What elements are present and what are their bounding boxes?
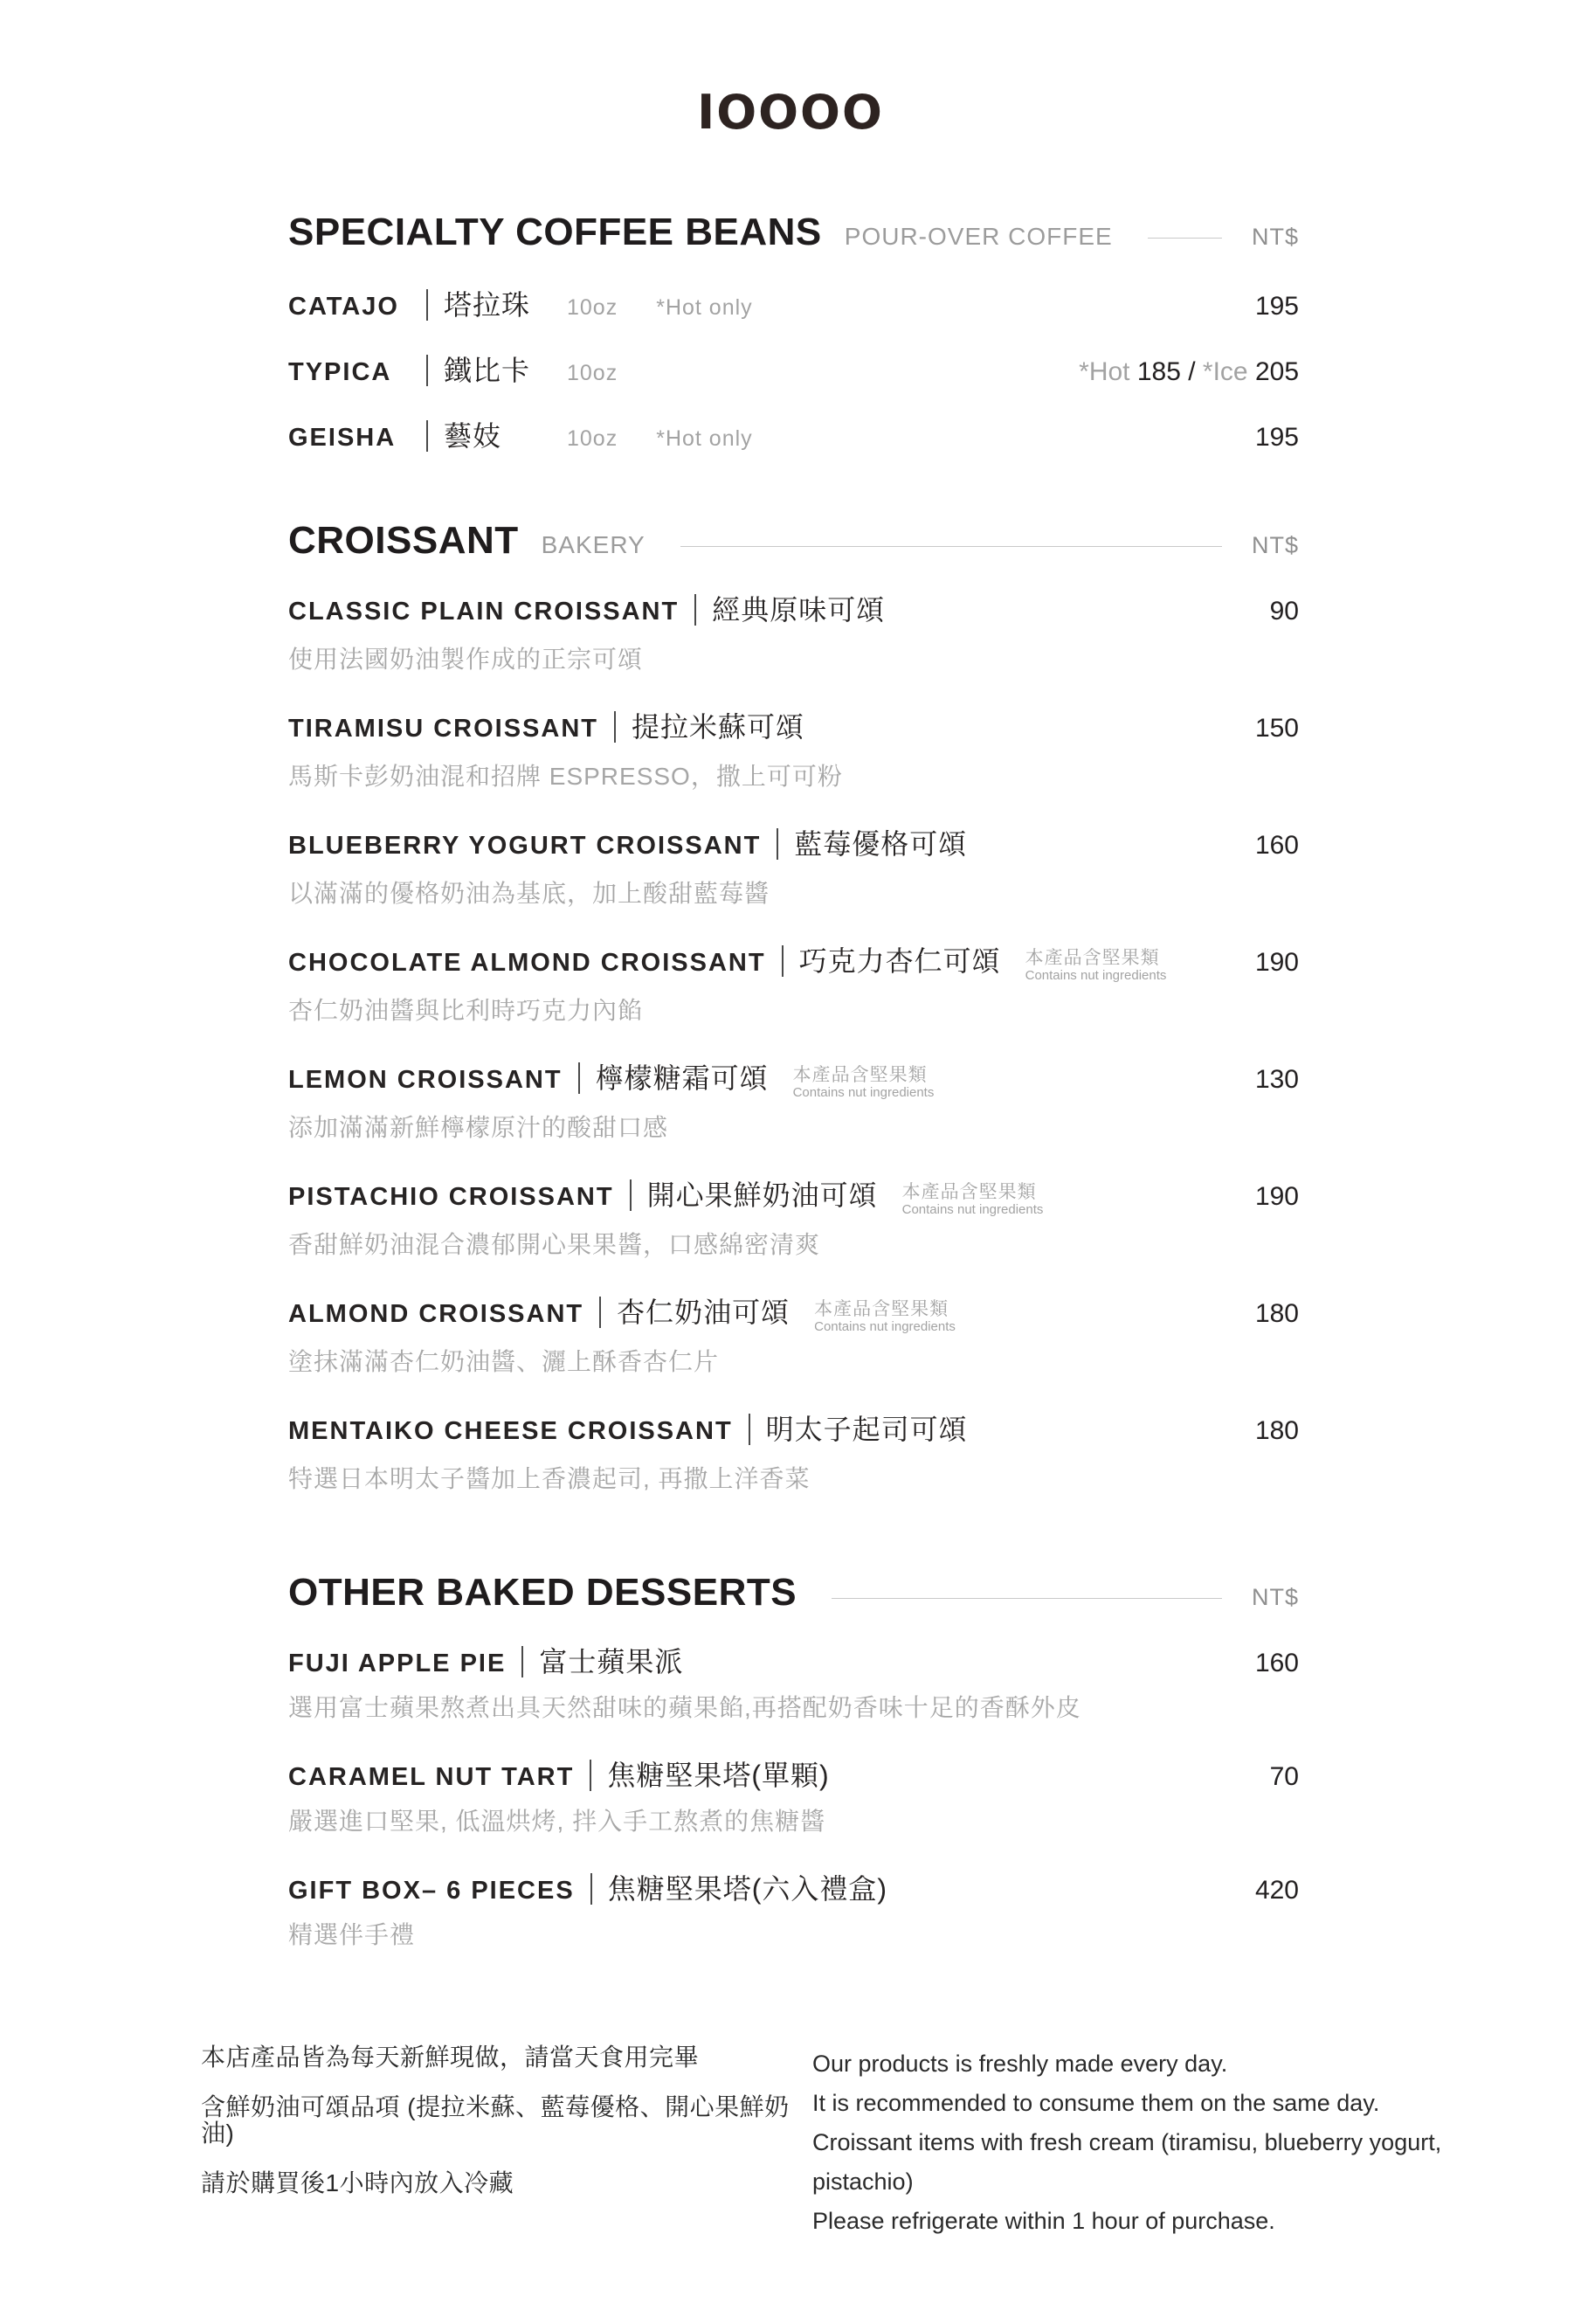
item-name (288, 1412, 968, 1453)
menu-item (288, 592, 1299, 674)
name-divider (426, 420, 428, 452)
item-name-group (288, 827, 1238, 868)
footer-note-en-line: It is recommended to consume them on the same day. (812, 2090, 1380, 2116)
item-temperature-note: *Hot only (656, 295, 753, 320)
item-name-zh: 藍莓優格可頌 (794, 828, 968, 860)
header-rule (680, 546, 1222, 547)
menu-content (288, 212, 1299, 1949)
nut-note-zh: 本產品含堅果類 (901, 1182, 1037, 1202)
item-name (288, 286, 537, 330)
item-description: 選用富士蘋果熬煮出具天然甜味的蘋果餡,再搭配奶香味十足的香酥外皮 (288, 1694, 1081, 1721)
item-name (288, 417, 537, 461)
item-name-group (288, 1295, 1238, 1336)
item-name-en: TYPICA (288, 358, 392, 386)
item-name-zh: 鐵比卡 (444, 355, 531, 386)
item-description: 特選日本明太子醬加上香濃起司, 再撒上洋香菜 (288, 1465, 811, 1492)
item-list (288, 286, 1299, 461)
nut-ingredients-note (902, 1182, 1044, 1218)
footer-note-en-line: Please refrigerate within 1 hour of purchase. (812, 2208, 1275, 2234)
nut-ingredients-note (814, 1299, 956, 1335)
item-row (288, 286, 1299, 330)
item-row (288, 1644, 1299, 1685)
item-row (288, 592, 1299, 633)
menu-item (288, 351, 1299, 396)
name-divider (426, 289, 428, 321)
nut-note-zh: 本產品含堅果類 (792, 1065, 928, 1085)
nut-note-en: Contains nut ingredients (792, 1085, 935, 1100)
item-name-en: LEMON CROISSANT (288, 1066, 563, 1094)
name-divider (782, 945, 784, 977)
item-price: 190 (1254, 948, 1299, 977)
name-divider (694, 594, 696, 626)
footer-notes-en (812, 2044, 1581, 2241)
item-name (288, 944, 1001, 985)
footer (0, 2044, 1581, 2241)
nut-note-zh: 本產品含堅果類 (814, 1299, 949, 1319)
item-description: 使用法國奶油製作成的正宗可頌 (288, 646, 644, 673)
item-row (288, 1871, 1299, 1912)
item-name (288, 592, 885, 633)
item-price: 180 (1254, 1416, 1299, 1445)
item-row (288, 1412, 1299, 1453)
item-name (288, 1295, 790, 1336)
name-divider (521, 1646, 523, 1677)
menu-item (288, 417, 1299, 461)
header-rule (832, 1598, 1222, 1599)
item-name-group (288, 1061, 1238, 1102)
item-list (288, 592, 1299, 1493)
name-divider (614, 711, 616, 743)
item-name (288, 1871, 887, 1912)
item-row (288, 417, 1299, 461)
section-specialty-coffee-beans (288, 212, 1299, 461)
section-title: CROISSANT (288, 519, 519, 562)
item-name-en: ALMOND CROISSANT (288, 1300, 584, 1328)
item-name-en: BLUEBERRY YOGURT CROISSANT (288, 832, 762, 860)
header-rule (1148, 238, 1222, 239)
currency-label: NT$ (1251, 224, 1299, 250)
menu-item (288, 1061, 1299, 1142)
footer-notes-zh (201, 2044, 812, 2241)
item-name-group (288, 1412, 1238, 1453)
item-name-zh: 提拉米蘇可頌 (632, 711, 805, 743)
item-row (288, 351, 1299, 396)
item-description: 添加滿滿新鮮檸檬原汁的酸甜口感 (288, 1114, 669, 1141)
name-divider (630, 1179, 632, 1211)
brand-logo: IOOOO (697, 85, 884, 140)
item-price: 420 (1254, 1876, 1299, 1905)
item-name-zh: 焦糖堅果塔(單顆) (607, 1760, 830, 1791)
menu-item (288, 286, 1299, 330)
footer-note-zh-line: 本店產品皆為每天新鮮現做，請當天食用完畢 (201, 2044, 700, 2071)
item-name-en: GIFT BOX– 6 PIECES (288, 1877, 575, 1905)
nut-ingredients-note (1025, 948, 1167, 984)
nut-note-en: Contains nut ingredients (901, 1202, 1044, 1217)
item-name-zh: 檸檬糖霜可頌 (595, 1062, 769, 1094)
section-subtitle: POUR-OVER COFFEE (844, 223, 1113, 250)
item-name-group (288, 1871, 1238, 1912)
footer-note-zh-line: 請於購買後1小時內放入冷藏 (201, 2169, 514, 2196)
item-row (288, 1061, 1299, 1102)
item-name-zh: 藝妓 (444, 420, 502, 452)
item-description: 杏仁奶油醬與比利時巧克力內餡 (288, 997, 644, 1024)
item-name-zh: 杏仁奶油可頌 (617, 1297, 790, 1328)
item-price: 180 (1254, 1299, 1299, 1328)
item-row (288, 1758, 1299, 1799)
item-name-zh: 巧克力杏仁可頌 (798, 945, 1001, 977)
item-description: 香甜鮮奶油混合濃郁開心果果醬，口感綿密清爽 (288, 1231, 821, 1258)
item-temperature-note: *Hot only (656, 426, 753, 451)
menu-item (288, 1871, 1299, 1949)
item-price: 70 (1269, 1762, 1299, 1791)
price-value: 205 (1247, 357, 1299, 386)
item-name-zh: 經典原味可頌 (712, 594, 886, 626)
menu-item (288, 1758, 1299, 1836)
item-name-zh: 焦糖堅果塔(六入禮盒) (607, 1873, 888, 1905)
nut-note-en: Contains nut ingredients (1025, 968, 1167, 983)
item-row (288, 1178, 1299, 1219)
footer-note-en-line: Our products is freshly made every day. (812, 2051, 1228, 2077)
item-name-group (288, 592, 1253, 633)
item-price: 160 (1254, 831, 1299, 860)
item-price: 195 (1254, 423, 1299, 452)
item-name (288, 1644, 683, 1685)
item-name (288, 827, 967, 868)
item-row (288, 944, 1299, 985)
item-name-group (288, 1644, 1238, 1685)
item-name-group (288, 351, 1061, 396)
name-divider (590, 1873, 592, 1905)
menu-item (288, 1178, 1299, 1259)
name-divider (749, 1414, 750, 1445)
menu-item (288, 944, 1299, 1025)
item-row (288, 827, 1299, 868)
item-size: 10oz (567, 426, 618, 451)
item-name (288, 1758, 830, 1799)
menu-item (288, 1412, 1299, 1493)
item-name-zh: 富士蘋果派 (539, 1646, 684, 1677)
name-divider (426, 355, 428, 386)
section-header (288, 1573, 1299, 1613)
item-price: 90 (1269, 597, 1299, 626)
item-price: 130 (1254, 1065, 1299, 1094)
name-divider (590, 1760, 591, 1791)
item-name-group (288, 417, 1238, 461)
section-header (288, 521, 1299, 561)
item-price: 195 (1254, 292, 1299, 321)
item-name (288, 351, 537, 396)
item-price (1079, 353, 1299, 391)
item-name-zh: 明太子起司可頌 (765, 1414, 968, 1445)
item-price: 160 (1254, 1649, 1299, 1677)
menu-item (288, 1295, 1299, 1376)
item-description: 以滿滿的優格奶油為基底，加上酸甜藍莓醬 (288, 880, 770, 907)
item-name (288, 709, 804, 750)
price-variant-label: *Ice (1195, 357, 1248, 386)
section-subtitle: BAKERY (541, 531, 646, 558)
item-description: 馬斯卡彭奶油混和招牌 ESPRESSO，撒上可可粉 (288, 763, 843, 790)
item-name-zh: 塔拉珠 (444, 289, 531, 321)
item-name-group (288, 1758, 1253, 1799)
item-name-group (288, 286, 1238, 330)
item-price: 190 (1254, 1182, 1299, 1211)
menu-item (288, 1644, 1299, 1722)
item-name-en: FUJI APPLE PIE (288, 1650, 507, 1677)
item-list (288, 1644, 1299, 1949)
item-price: 150 (1254, 714, 1299, 743)
nut-note-zh: 本產品含堅果類 (1025, 948, 1160, 968)
item-name-group (288, 709, 1238, 750)
currency-label: NT$ (1251, 1584, 1299, 1610)
item-description: 嚴選進口堅果, 低溫烘烤, 拌入手工熬煮的焦糖醬 (288, 1808, 826, 1835)
price-value: 185 (1129, 357, 1181, 386)
name-divider (777, 828, 778, 860)
section-title: SPECIALTY COFFEE BEANS (288, 211, 822, 253)
item-description: 塗抹滿滿杏仁奶油醬、灑上酥香杏仁片 (288, 1348, 720, 1375)
item-name-en: CARAMEL NUT TART (288, 1763, 575, 1791)
item-name-en: PISTACHIO CROISSANT (288, 1183, 614, 1211)
item-size: 10oz (567, 295, 618, 320)
item-name-en: TIRAMISU CROISSANT (288, 715, 598, 743)
section-title: OTHER BAKED DESSERTS (288, 1571, 797, 1614)
name-divider (578, 1062, 580, 1094)
item-name-en: MENTAIKO CHEESE CROISSANT (288, 1417, 733, 1445)
item-name (288, 1061, 769, 1102)
item-name-zh: 開心果鮮奶油可頌 (646, 1179, 878, 1211)
item-description: 精選伴手禮 (288, 1921, 416, 1948)
footer-note-zh-line: 含鮮奶油可頌品項 (提拉米蘇、藍莓優格、開心果鮮奶油) (201, 2093, 790, 2147)
name-divider (599, 1297, 601, 1328)
item-name-group (288, 1178, 1238, 1219)
section-header (288, 212, 1299, 252)
section-other-baked-desserts (288, 1573, 1299, 1949)
footer-note-en-line: Croissant items with fresh cream (tiramisu, blueberry yogurt, pistachio) (812, 2129, 1442, 2195)
nut-ingredients-note (793, 1065, 935, 1101)
currency-label: NT$ (1251, 532, 1299, 558)
item-name-en: CATAJO (288, 293, 399, 321)
price-variant-label: *Hot (1079, 357, 1130, 386)
item-name-en: CLASSIC PLAIN CROISSANT (288, 598, 680, 626)
item-row (288, 709, 1299, 750)
section-croissant (288, 521, 1299, 1493)
item-row (288, 1295, 1299, 1336)
item-name-en: GEISHA (288, 424, 397, 452)
menu-item (288, 709, 1299, 791)
menu-item (288, 827, 1299, 908)
item-name (288, 1178, 878, 1219)
item-name-en: CHOCOLATE ALMOND CROISSANT (288, 949, 766, 977)
item-size: 10oz (567, 361, 618, 385)
nut-note-en: Contains nut ingredients (814, 1319, 956, 1334)
item-name-group (288, 944, 1238, 985)
price-value: / (1180, 357, 1196, 386)
